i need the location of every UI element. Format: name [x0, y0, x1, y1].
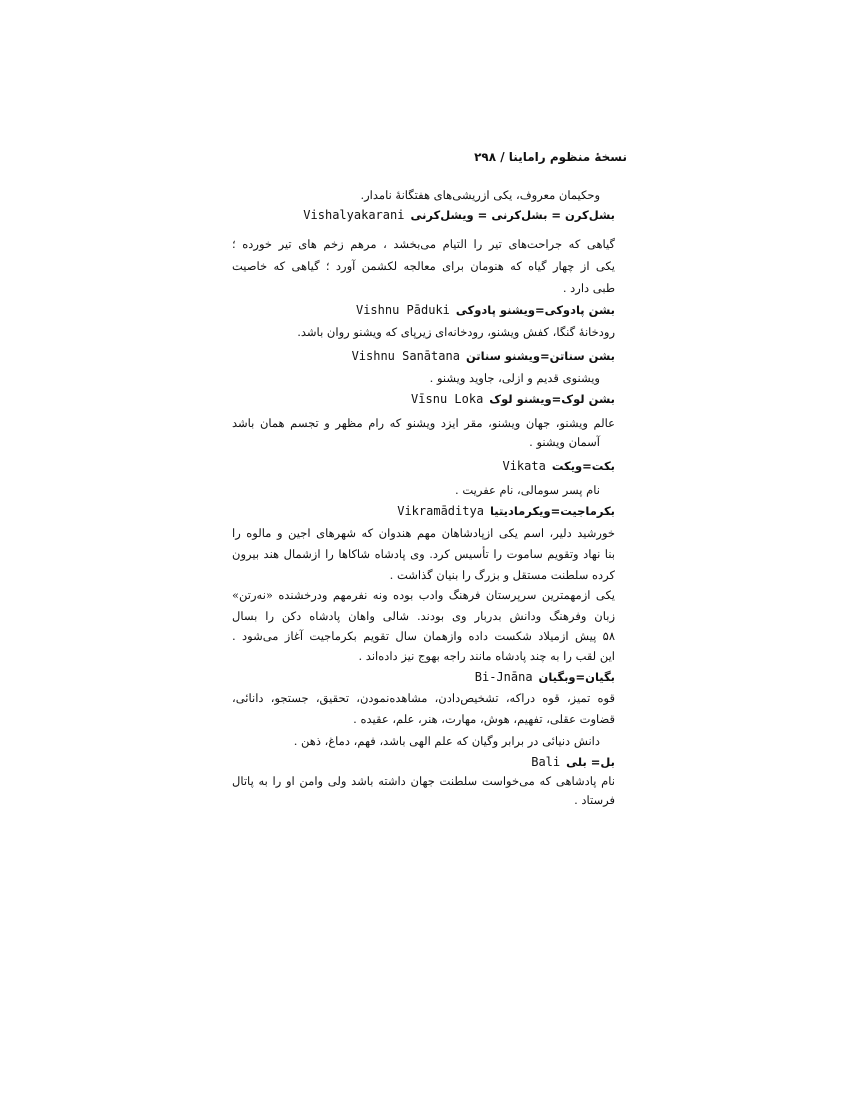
headword-persian: بل= بلی — [566, 755, 615, 769]
headword-latin: Vikramāditya — [397, 504, 484, 518]
text-line: طبی دارد . — [562, 281, 615, 295]
headword-latin: Bali — [531, 755, 561, 769]
text-line: این لقب را به چند پادشاه مانند راجه بهوج نیز داده‌اند . — [358, 649, 615, 663]
text-line: نام پسر سومالی، نام عفریت . — [455, 483, 600, 497]
headword-persian: بشن لوک=ویشنو لوک — [489, 392, 615, 406]
text-line: نام پادشاهی که می‌خواست سلطنت جهان داشته باشد ولی وامن او را به پاتال — [232, 774, 615, 788]
text-line: ویشنوی قدیم و ازلی، جاوید ویشنو . — [429, 371, 600, 385]
text-line: یکی ازمهمترین سرپرستان فرهنگ وادب بوده ونه نفرمهم ودرخشنده «نه‌رتن» — [232, 588, 615, 602]
running-header: نسخهٔ منظوم راماینا / ۲۹۸ — [474, 150, 627, 164]
headword-persian: بگیان=وبگیان — [538, 670, 615, 684]
text-line: عالم ویشنو، جهان ویشنو، مقر ایزد ویشنو که رام مظهر و تجسم همان باشد — [232, 416, 615, 430]
text-line: وحکیمان معروف، یکی ازریشی‌های هفتگانهٔ نامدار. — [360, 188, 600, 202]
entry-heading — [531, 754, 615, 770]
entry-heading — [475, 669, 615, 685]
headword-persian: بشن سناتن=ویشنو سناتن — [465, 349, 615, 363]
text-line: یکی از چهار گیاه که هنومان برای معالجه لکشمن آورد ؛ گیاهی که خاصیت — [232, 259, 615, 273]
text-line: قضاوت عقلی، تفهیم، هوش، مهارت، هنر، علم، عقیده . — [353, 712, 615, 726]
headword-persian: بشن پادوکی=ویشنو پادوکی — [455, 303, 615, 317]
text-line: بنا نهاد وتقویم ساموت را تأسیس کرد. وی پادشاه شاکاها را ازشمال هند بیرون — [232, 547, 615, 561]
text-line: زبان وفرهنگ ودانش بدربار وی بودند. شالی واهان پادشاه دکن را بسال — [232, 609, 615, 623]
text-line: قوه تمیز، قوه دراکه، تشخیص‌دادن، مشاهده‌نمودن، تحقیق، جستجو، دانائی، — [232, 691, 615, 705]
headword-persian: بکرماجیت=ویکرمادیتیا — [489, 504, 615, 518]
entry-heading — [303, 207, 615, 223]
headword-latin: Vishnu Pāduki — [355, 303, 450, 317]
text-line: آسمان ویشنو . — [529, 435, 600, 449]
headword-latin: Bi-Jnāna — [474, 670, 533, 684]
text-line: دانش دنیائی در برابر وگیان که علم الهی باشد، فهم، دماغ، ذهن . — [293, 734, 600, 748]
entry-heading — [502, 458, 615, 474]
text-line: ۵۸ پیش ازمیلاد شکست داده وازهمان سال تقویم بکرماجیت آغاز می‌شود . — [232, 629, 615, 643]
entry-heading — [356, 302, 615, 318]
text-line: کرده سلطنت مستقل و بزرگ را بنیان گذاشت . — [389, 568, 615, 582]
headword-latin: Vishnu Sanātana — [351, 349, 460, 363]
text-line: گیاهی که جراحت‌های تیر را التیام می‌بخشد ، مرهم زخم های تیر خورده ؛ — [232, 237, 615, 251]
headword-persian: بشل‌کرن = بشل‌کرنی = ویشل‌کرنی — [410, 208, 615, 222]
text-line: فرستاد . — [574, 793, 615, 807]
entry-heading — [397, 503, 615, 519]
entry-heading — [411, 391, 615, 407]
text-line: خورشید دلیر، اسم یکی ازپادشاهان مهم هندوان که شهرهای اجین و مالوه را — [232, 526, 615, 540]
headword-latin: Vīsnu Loka — [411, 392, 484, 406]
text-line: رودخانهٔ گنگا، کفش ویشنو، رودخانه‌ای زیرپای که ویشنو روان باشد. — [297, 325, 615, 339]
entry-heading — [352, 348, 615, 364]
headword-persian: بکت=ویکت — [551, 459, 615, 473]
headword-latin: Vishalyakarani — [303, 208, 405, 222]
headword-latin: Vikata — [502, 459, 546, 473]
